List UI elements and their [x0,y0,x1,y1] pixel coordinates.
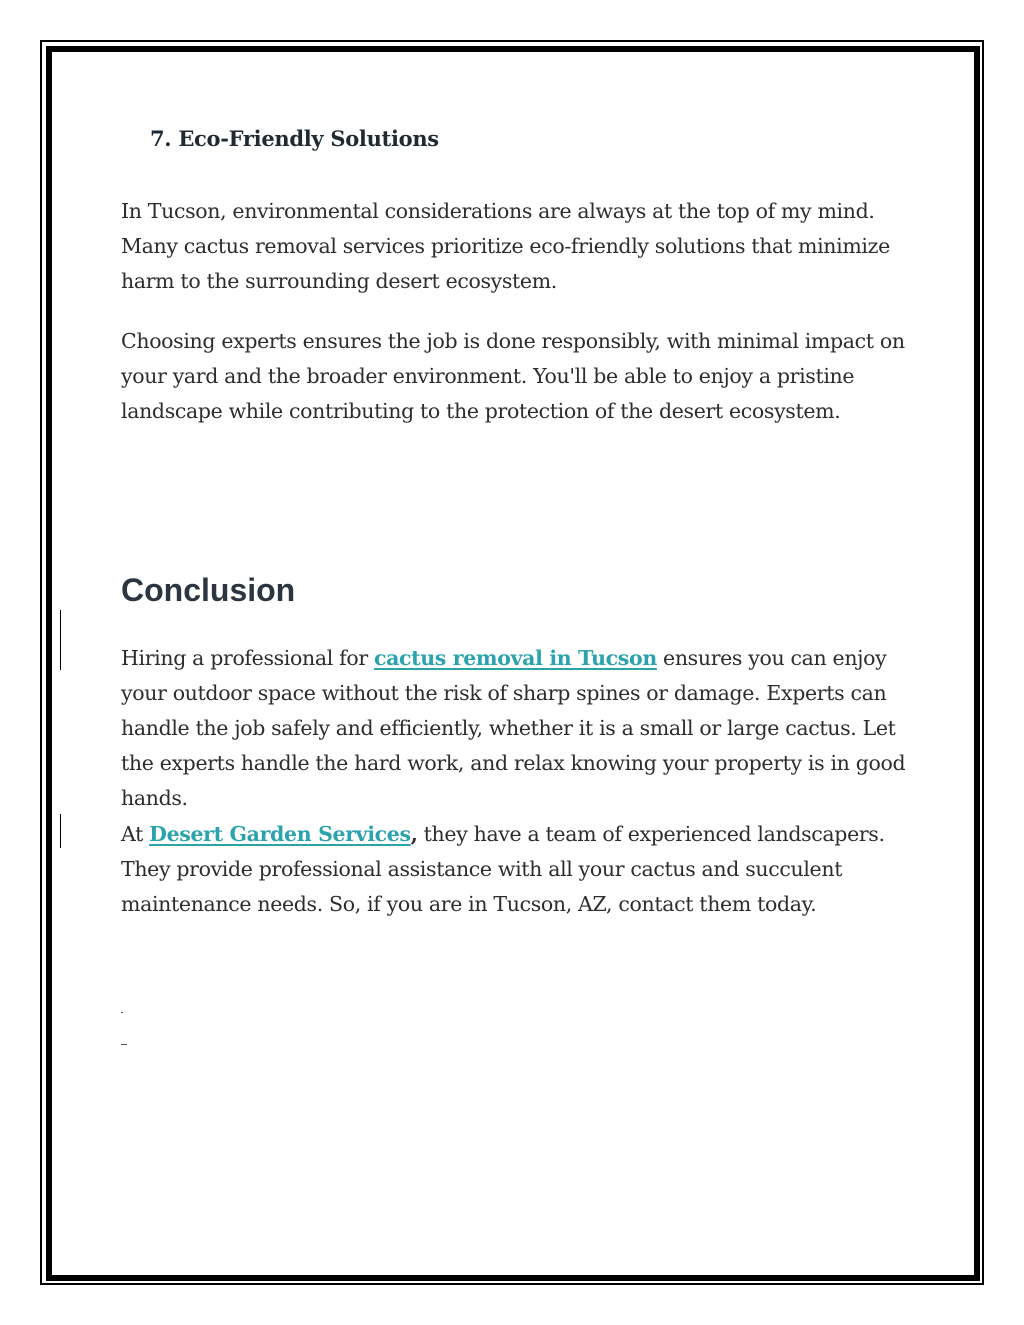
conclusion-text: they have a team of experienced landscapers. They provide professional assistance with all your cactus and succulent maintenance needs. So, if you are in Tucson, AZ, contact them today. [121,822,885,916]
conclusion-text: Hiring a professional for [121,646,374,670]
margin-mark [60,814,61,848]
margin-mark [60,610,61,670]
artifact-mark [121,1044,127,1045]
artifact-mark [121,1012,123,1013]
cactus-removal-link[interactable]: cactus removal in Tucson [373,646,657,670]
comma-text: , [410,822,418,846]
eco-paragraph-1: In Tucson, environmental considerations are always at the top of my mind. Many cactus removal services prioritize eco-friendly solutions that minimize harm to the surrounding desert ecosystem. [121,199,890,293]
desert-garden-services-link[interactable]: Desert Garden Services [149,822,411,846]
conclusion-heading: Conclusion [121,572,296,608]
conclusion-paragraph-1 [121,641,921,816]
conclusion-paragraph-2 [121,817,921,922]
conclusion-text: At [121,822,150,846]
eco-paragraph-2: Choosing experts ensures the job is done responsibly, with minimal impact on your yard and the broader environment. You'll be able to enjoy a pristine landscape while contributing to the protection of the desert ecosystem. [121,329,905,423]
section-subheading: 7. Eco-Friendly Solutions [150,126,439,151]
conclusion-text: ensures you can enjoy your outdoor space without the risk of sharp spines or damage. Experts can handle the job safely and efficiently, whether it is a small or large cactus. Let the experts handle the hard work, and relax knowing your property is in good hands. [121,646,906,810]
